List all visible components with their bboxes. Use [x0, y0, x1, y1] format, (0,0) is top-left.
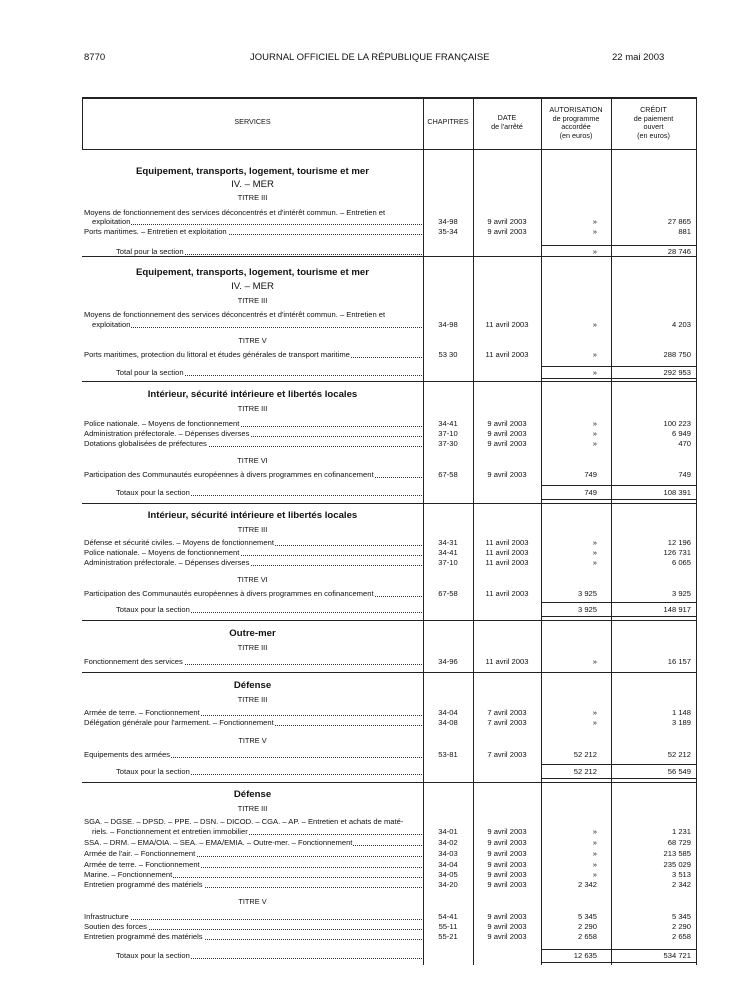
autorisation-value: » — [592, 419, 597, 428]
chapitre: 34-31 — [438, 538, 458, 547]
chapitre: 34-96 — [438, 657, 458, 666]
total-label: Totaux pour la section — [116, 488, 422, 498]
credit-value: 27 865 — [667, 217, 691, 226]
titre-heading: TITRE III — [237, 193, 268, 202]
autorisation-value: » — [592, 838, 597, 847]
total-row — [0, 488, 748, 498]
arrete-date: 9 avril 2003 — [487, 849, 527, 858]
autorisation-value: 2 290 — [577, 922, 597, 931]
credit-value: 749 — [678, 470, 691, 479]
row-label: riels. – Fonctionnement et entretien immobilier — [92, 827, 422, 837]
table-row — [0, 718, 748, 728]
credit-value: 3 925 — [671, 589, 691, 598]
autorisation-total: 3 925 — [577, 605, 597, 614]
autorisation-value: » — [592, 718, 597, 727]
total-rule — [541, 778, 696, 779]
chapitre: 34-02 — [438, 838, 458, 847]
row-label: Infrastructure — [84, 912, 422, 922]
chapitre: 34-03 — [438, 849, 458, 858]
autorisation-value: 2 342 — [577, 880, 597, 889]
chapitre: 34-01 — [438, 827, 458, 836]
page-date: 22 mai 2003 — [612, 52, 665, 63]
credit-value: 12 196 — [667, 538, 691, 547]
row-label: SSA. – DRM. – EMA/OIA. – SEA. – EMA/EMIA. – Outre-mer. – Fonctionnement — [84, 838, 422, 848]
autorisation-value: » — [592, 227, 597, 236]
arrete-date: 9 avril 2003 — [487, 439, 527, 448]
arrete-date: 9 avril 2003 — [487, 860, 527, 869]
row-label: Participation des Communautés européennes à divers programmes en cofinancement — [84, 589, 422, 599]
arrete-date: 11 avril 2003 — [485, 350, 529, 359]
col-header-services: SERVICES — [234, 117, 271, 126]
section-subtitle: IV. – MER — [231, 281, 274, 292]
credit-value: 68 729 — [667, 838, 691, 847]
table-top-border — [82, 97, 697, 99]
credit-value: 2 342 — [671, 880, 691, 889]
table-row — [0, 310, 748, 320]
arrete-date: 7 avril 2003 — [487, 750, 527, 759]
table-row — [0, 548, 748, 558]
section-separator — [82, 381, 697, 382]
table-row — [0, 880, 748, 890]
autorisation-value: 52 212 — [573, 750, 597, 759]
arrete-date: 11 avril 2003 — [485, 558, 529, 567]
chapitre: 54-41 — [438, 912, 458, 921]
credit-value: 16 157 — [667, 657, 691, 666]
chapitre: 34-20 — [438, 880, 458, 889]
autorisation-value: » — [592, 439, 597, 448]
chapitre: 55-11 — [438, 922, 458, 931]
table-row — [0, 750, 748, 760]
chapitre: 35-34 — [438, 227, 458, 236]
credit-value: 881 — [678, 227, 691, 236]
ministry-title: Défense — [233, 789, 272, 800]
arrete-date: 9 avril 2003 — [487, 827, 527, 836]
arrete-date: 7 avril 2003 — [487, 708, 527, 717]
row-label: Dotations globalisées de préfectures — [84, 439, 422, 449]
row-label: Délégation générale pour l'armement. – Fonctionnement — [84, 718, 422, 728]
credit-value: 3 189 — [671, 718, 691, 727]
autorisation-value: » — [592, 870, 597, 879]
total-row — [0, 605, 748, 615]
arrete-date: 11 avril 2003 — [485, 548, 529, 557]
row-label: Entretien programmé des matériels — [84, 880, 422, 890]
journal-title: JOURNAL OFFICIEL DE LA RÉPUBLIQUE FRANÇAISE — [250, 52, 490, 63]
row-label: Administration préfectorale. – Dépenses diverses — [84, 558, 422, 568]
table-row — [0, 817, 748, 827]
total-row — [0, 368, 748, 378]
total-label: Totaux pour la section — [116, 605, 422, 615]
table-row — [0, 870, 748, 880]
titre-heading: TITRE VI — [237, 575, 268, 584]
chapitre: 53 30 — [438, 350, 458, 359]
titre-heading: TITRE VI — [237, 456, 268, 465]
row-label: Armée de terre. – Fonctionnement — [84, 860, 422, 870]
row-label: Equipements des armées — [84, 750, 422, 760]
row-label: Police nationale. – Moyens de fonctionnement — [84, 419, 422, 429]
row-label: Moyens de fonctionnement des services déconcentrés et d'intérêt commun. – Entretien et — [84, 208, 386, 217]
table-row — [0, 860, 748, 870]
section-subtitle: IV. – MER — [231, 179, 274, 190]
chapitre: 34-04 — [438, 708, 458, 717]
chapitre: 34-05 — [438, 870, 458, 879]
arrete-date: 9 avril 2003 — [487, 870, 527, 879]
arrete-date: 11 avril 2003 — [485, 538, 529, 547]
autorisation-value: 749 — [584, 470, 597, 479]
total-label: Total pour la section — [116, 368, 422, 378]
table-row — [0, 922, 748, 932]
autorisation-value: » — [592, 860, 597, 869]
row-label: Police nationale. – Moyens de fonctionnement — [84, 548, 422, 558]
credit-value: 126 731 — [663, 548, 691, 557]
arrete-date: 9 avril 2003 — [487, 217, 527, 226]
row-label: Armée de terre. – Fonctionnement — [84, 708, 422, 718]
row-label: exploitation — [92, 217, 422, 227]
credit-total: 148 917 — [663, 605, 691, 614]
row-label: Entretien programmé des matériels — [84, 932, 422, 942]
credit-value: 1 231 — [671, 827, 691, 836]
total-rule — [541, 499, 696, 500]
total-label: Totaux pour la section — [116, 767, 422, 777]
ministry-title: Défense — [233, 680, 272, 691]
chapitre: 37-30 — [438, 439, 458, 448]
autorisation-value: » — [592, 429, 597, 438]
autorisation-value: » — [592, 350, 597, 359]
autorisation-total: » — [592, 247, 597, 256]
row-label: Armée de l'air. – Fonctionnement — [84, 849, 422, 859]
chapitre: 37-10 — [438, 429, 458, 438]
row-label: Soutien des forces — [84, 922, 422, 932]
credit-value: 4 203 — [671, 320, 691, 329]
total-rule — [541, 378, 696, 379]
arrete-date: 11 avril 2003 — [485, 320, 529, 329]
total-rule — [541, 602, 696, 603]
credit-value: 470 — [678, 439, 691, 448]
ministry-title: Equipement, transports, logement, tourisme et mer — [136, 267, 369, 278]
row-label: Administration préfectorale. – Dépenses diverses — [84, 429, 422, 439]
arrete-date: 11 avril 2003 — [485, 589, 529, 598]
autorisation-value: 5 345 — [577, 912, 597, 921]
arrete-date: 9 avril 2003 — [487, 922, 527, 931]
credit-value: 288 750 — [663, 350, 691, 359]
autorisation-total: 52 212 — [573, 767, 597, 776]
autorisation-value: » — [592, 548, 597, 557]
credit-value: 235 029 — [663, 860, 691, 869]
section-separator — [82, 503, 697, 504]
credit-total: 56 549 — [667, 767, 691, 776]
credit-total: 292 953 — [663, 368, 691, 377]
total-row — [0, 951, 748, 961]
table-row — [0, 227, 748, 237]
titre-heading: TITRE III — [237, 643, 268, 652]
credit-value: 213 585 — [663, 849, 691, 858]
arrete-date: 9 avril 2003 — [487, 880, 527, 889]
autorisation-value: » — [592, 657, 597, 666]
total-rule — [541, 962, 696, 963]
chapitre: 55-21 — [438, 932, 458, 941]
total-row — [0, 767, 748, 777]
chapitre: 34-41 — [438, 548, 458, 557]
titre-heading: TITRE III — [237, 804, 268, 813]
credit-value: 6 065 — [671, 558, 691, 567]
col-header-credit: CRÉDIT de paiement ouvert (en euros) — [633, 105, 674, 140]
titre-heading: TITRE V — [238, 897, 267, 906]
autorisation-value: » — [592, 320, 597, 329]
arrete-date: 9 avril 2003 — [487, 227, 527, 236]
titre-heading: TITRE III — [237, 695, 268, 704]
row-label: Ports maritimes. – Entretien et exploitation — [84, 227, 422, 237]
table-row — [0, 320, 748, 330]
table-row — [0, 827, 748, 837]
credit-value: 2 658 — [671, 932, 691, 941]
chapitre: 34-04 — [438, 860, 458, 869]
table-row — [0, 350, 748, 360]
autorisation-total: » — [592, 368, 597, 377]
chapitre: 53-81 — [438, 750, 458, 759]
row-label: Participation des Communautés européennes à divers programmes en cofinancement — [84, 470, 422, 480]
row-label: Défense et sécurité civiles. – Moyens de fonctionnement — [84, 538, 422, 548]
credit-value: 2 290 — [671, 922, 691, 931]
arrete-date: 9 avril 2003 — [487, 470, 527, 479]
row-label: Fonctionnement des services — [84, 657, 422, 667]
titre-heading: TITRE III — [237, 525, 268, 534]
total-rule — [541, 616, 696, 617]
titre-heading: TITRE III — [237, 296, 268, 305]
chapitre: 34-98 — [438, 320, 458, 329]
arrete-date: 9 avril 2003 — [487, 419, 527, 428]
total-row — [0, 247, 748, 257]
autorisation-value: » — [592, 708, 597, 717]
arrete-date: 7 avril 2003 — [487, 718, 527, 727]
autorisation-value: » — [592, 558, 597, 567]
credit-value: 1 148 — [671, 708, 691, 717]
ministry-title: Intérieur, sécurité intérieure et libertés locales — [147, 510, 358, 521]
arrete-date: 9 avril 2003 — [487, 429, 527, 438]
chapitre: 67-58 — [438, 470, 458, 479]
chapitre: 34-41 — [438, 419, 458, 428]
col-header-autorisation: AUTORISATION de programme accordée (en euros) — [549, 105, 603, 140]
table-row — [0, 470, 748, 480]
credit-value: 100 223 — [663, 419, 691, 428]
total-rule — [541, 245, 696, 246]
credit-total: 534 721 — [663, 951, 691, 960]
total-label: Total pour la section — [116, 247, 422, 257]
col-header-chapitres: CHAPITRES — [427, 117, 469, 126]
titre-heading: TITRE V — [238, 736, 267, 745]
table-row — [0, 538, 748, 548]
table-row — [0, 439, 748, 449]
table-row — [0, 429, 748, 439]
credit-value: 5 345 — [671, 912, 691, 921]
table-row — [0, 849, 748, 859]
credit-value: 6 949 — [671, 429, 691, 438]
ministry-title: Equipement, transports, logement, tourisme et mer — [136, 166, 369, 177]
arrete-date: 9 avril 2003 — [487, 838, 527, 847]
autorisation-total: 749 — [584, 488, 597, 497]
ministry-title: Intérieur, sécurité intérieure et libertés locales — [147, 389, 358, 400]
autorisation-total: 12 635 — [573, 951, 597, 960]
table-row — [0, 838, 748, 848]
page-number: 8770 — [84, 52, 106, 63]
table-row — [0, 657, 748, 667]
table-row — [0, 217, 748, 227]
credit-value: 52 212 — [667, 750, 691, 759]
total-label: Totaux pour la section — [116, 951, 422, 961]
row-label: Moyens de fonctionnement des services déconcentrés et d'intérêt commun. – Entretien et — [84, 310, 386, 319]
titre-heading: TITRE V — [238, 336, 267, 345]
autorisation-value: 2 658 — [577, 932, 597, 941]
autorisation-value: » — [592, 538, 597, 547]
row-label: Ports maritimes, protection du littoral et études générales de transport maritime — [84, 350, 422, 360]
credit-value: 3 513 — [671, 870, 691, 879]
total-rule — [541, 366, 696, 367]
total-rule — [541, 949, 696, 950]
chapitre: 34-98 — [438, 217, 458, 226]
table-row — [0, 708, 748, 718]
row-label: Marine. – Fonctionnement — [84, 870, 422, 880]
credit-total: 108 391 — [663, 488, 691, 497]
table-row — [0, 419, 748, 429]
autorisation-value: » — [592, 217, 597, 226]
section-separator — [82, 620, 697, 621]
autorisation-value: 3 925 — [577, 589, 597, 598]
header-separator — [82, 149, 697, 150]
row-label: exploitation — [92, 320, 422, 330]
chapitre: 37-10 — [438, 558, 458, 567]
total-rule — [541, 485, 696, 486]
row-label: SGA. – DGSE. – DPSD. – PPE. – DSN. – DICOD. – CGA. – AP. – Entretien et achats de maté- — [84, 817, 404, 826]
autorisation-value: » — [592, 849, 597, 858]
credit-total: 28 746 — [667, 247, 691, 256]
table-row — [0, 912, 748, 922]
autorisation-value: » — [592, 827, 597, 836]
section-separator — [82, 782, 697, 783]
ministry-title: Outre-mer — [229, 628, 276, 639]
table-row — [0, 558, 748, 568]
col-header-date: DATE de l'arrêté — [491, 113, 523, 131]
total-rule — [541, 764, 696, 765]
titre-heading: TITRE III — [237, 404, 268, 413]
table-row — [0, 932, 748, 942]
table-row — [0, 589, 748, 599]
arrete-date: 9 avril 2003 — [487, 932, 527, 941]
chapitre: 34-08 — [438, 718, 458, 727]
arrete-date: 11 avril 2003 — [485, 657, 529, 666]
arrete-date: 9 avril 2003 — [487, 912, 527, 921]
chapitre: 67-58 — [438, 589, 458, 598]
section-separator — [82, 672, 697, 673]
